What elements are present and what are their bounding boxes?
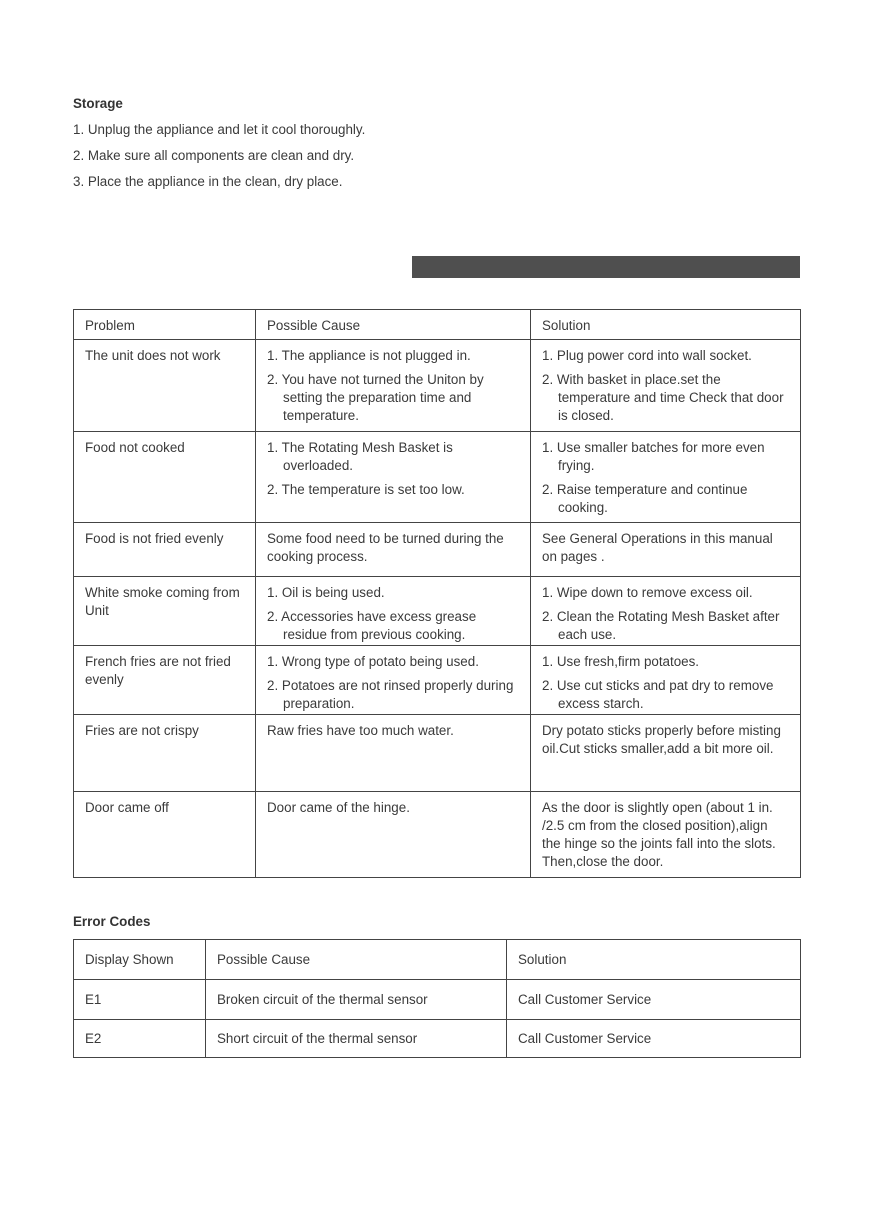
cause-item: 1. Wrong type of potato being used. bbox=[267, 654, 479, 669]
table-row bbox=[74, 340, 801, 432]
solution-item: See General Operations in this manual on pages . bbox=[542, 531, 773, 564]
storage-step: 3. Place the appliance in the clean, dry place. bbox=[73, 174, 343, 189]
table-header-row bbox=[74, 940, 801, 980]
solution-item: 1. Use smaller batches for more even frying. bbox=[542, 440, 765, 473]
cause-item: 2. Potatoes are not rinsed properly during preparation. bbox=[267, 678, 514, 711]
table-row bbox=[74, 523, 801, 577]
cause-cell: Broken circuit of the thermal sensor bbox=[206, 980, 507, 1020]
column-header: Possible Cause bbox=[256, 310, 531, 340]
table-row bbox=[74, 792, 801, 878]
problem-cell: The unit does not work bbox=[74, 340, 256, 432]
table-row bbox=[74, 432, 801, 523]
cause-item: 2. Accessories have excess grease residue from previous cooking. bbox=[267, 609, 477, 642]
column-header: Solution bbox=[531, 310, 801, 340]
solution-cell bbox=[531, 577, 801, 646]
table-header-row bbox=[74, 310, 801, 340]
table-row bbox=[74, 1020, 801, 1058]
section-header-bar bbox=[412, 256, 800, 278]
cause-cell bbox=[256, 715, 531, 792]
error-codes-heading: Error Codes bbox=[73, 914, 151, 929]
display-code-cell: E1 bbox=[74, 980, 206, 1020]
table-row bbox=[74, 646, 801, 715]
table-row bbox=[74, 577, 801, 646]
cause-cell bbox=[256, 432, 531, 523]
solution-cell bbox=[531, 715, 801, 792]
cause-item: 2. You have not turned the Uniton by setting the preparation time and temperature. bbox=[267, 372, 484, 423]
cause-item: Some food need to be turned during the cooking process. bbox=[267, 531, 504, 564]
cause-item: 1. The appliance is not plugged in. bbox=[267, 348, 471, 363]
table-row bbox=[74, 715, 801, 792]
solution-item: 1. Plug power cord into wall socket. bbox=[542, 348, 752, 363]
solution-item: Dry potato sticks properly before misting oil.Cut sticks smaller,add a bit more oil. bbox=[542, 723, 781, 756]
solution-item: 2. Clean the Rotating Mesh Basket after each use. bbox=[542, 609, 780, 642]
problem-cell: Food not cooked bbox=[74, 432, 256, 523]
solution-item: 2. Raise temperature and continue cooking. bbox=[542, 482, 748, 515]
solution-cell: Call Customer Service bbox=[507, 980, 801, 1020]
cause-item: Raw fries have too much water. bbox=[267, 723, 454, 738]
troubleshooting-table bbox=[73, 309, 801, 878]
cause-cell bbox=[256, 340, 531, 432]
solution-item: 1. Wipe down to remove excess oil. bbox=[542, 585, 753, 600]
cause-item: Door came of the hinge. bbox=[267, 800, 410, 815]
cause-cell bbox=[256, 523, 531, 577]
column-header: Display Shown bbox=[74, 940, 206, 980]
solution-cell bbox=[531, 340, 801, 432]
cause-cell bbox=[256, 792, 531, 878]
solution-item: 2. With basket in place.set the temperature and time Check that door is closed. bbox=[542, 372, 784, 423]
cause-cell: Short circuit of the thermal sensor bbox=[206, 1020, 507, 1058]
cause-cell bbox=[256, 577, 531, 646]
solution-cell bbox=[531, 646, 801, 715]
table-row bbox=[74, 980, 801, 1020]
solution-item: As the door is slightly open (about 1 in. /2.5 cm from the closed position),align the hinge so the joints fall into the slots. Then,close the door. bbox=[542, 800, 776, 869]
column-header: Possible Cause bbox=[206, 940, 507, 980]
solution-cell bbox=[531, 432, 801, 523]
error-codes-table bbox=[73, 939, 801, 1058]
solution-cell bbox=[531, 523, 801, 577]
solution-item: 2. Use cut sticks and pat dry to remove excess starch. bbox=[542, 678, 774, 711]
problem-cell: Door came off bbox=[74, 792, 256, 878]
storage-step: 1. Unplug the appliance and let it cool thoroughly. bbox=[73, 122, 366, 137]
solution-cell bbox=[531, 792, 801, 878]
display-code-cell: E2 bbox=[74, 1020, 206, 1058]
cause-item: 2. The temperature is set too low. bbox=[267, 482, 465, 497]
solution-item: 1. Use fresh,firm potatoes. bbox=[542, 654, 700, 669]
column-header: Solution bbox=[507, 940, 801, 980]
storage-heading: Storage bbox=[73, 96, 123, 111]
problem-cell: Food is not fried evenly bbox=[74, 523, 256, 577]
cause-item: 1. The Rotating Mesh Basket is overloaded. bbox=[267, 440, 453, 473]
storage-step: 2. Make sure all components are clean and dry. bbox=[73, 148, 355, 163]
cause-item: 1. Oil is being used. bbox=[267, 585, 385, 600]
solution-cell: Call Customer Service bbox=[507, 1020, 801, 1058]
column-header: Problem bbox=[74, 310, 256, 340]
problem-cell: Fries are not crispy bbox=[74, 715, 256, 792]
problem-cell: French fries are not fried evenly bbox=[74, 646, 256, 715]
cause-cell bbox=[256, 646, 531, 715]
problem-cell: White smoke coming from Unit bbox=[74, 577, 256, 646]
